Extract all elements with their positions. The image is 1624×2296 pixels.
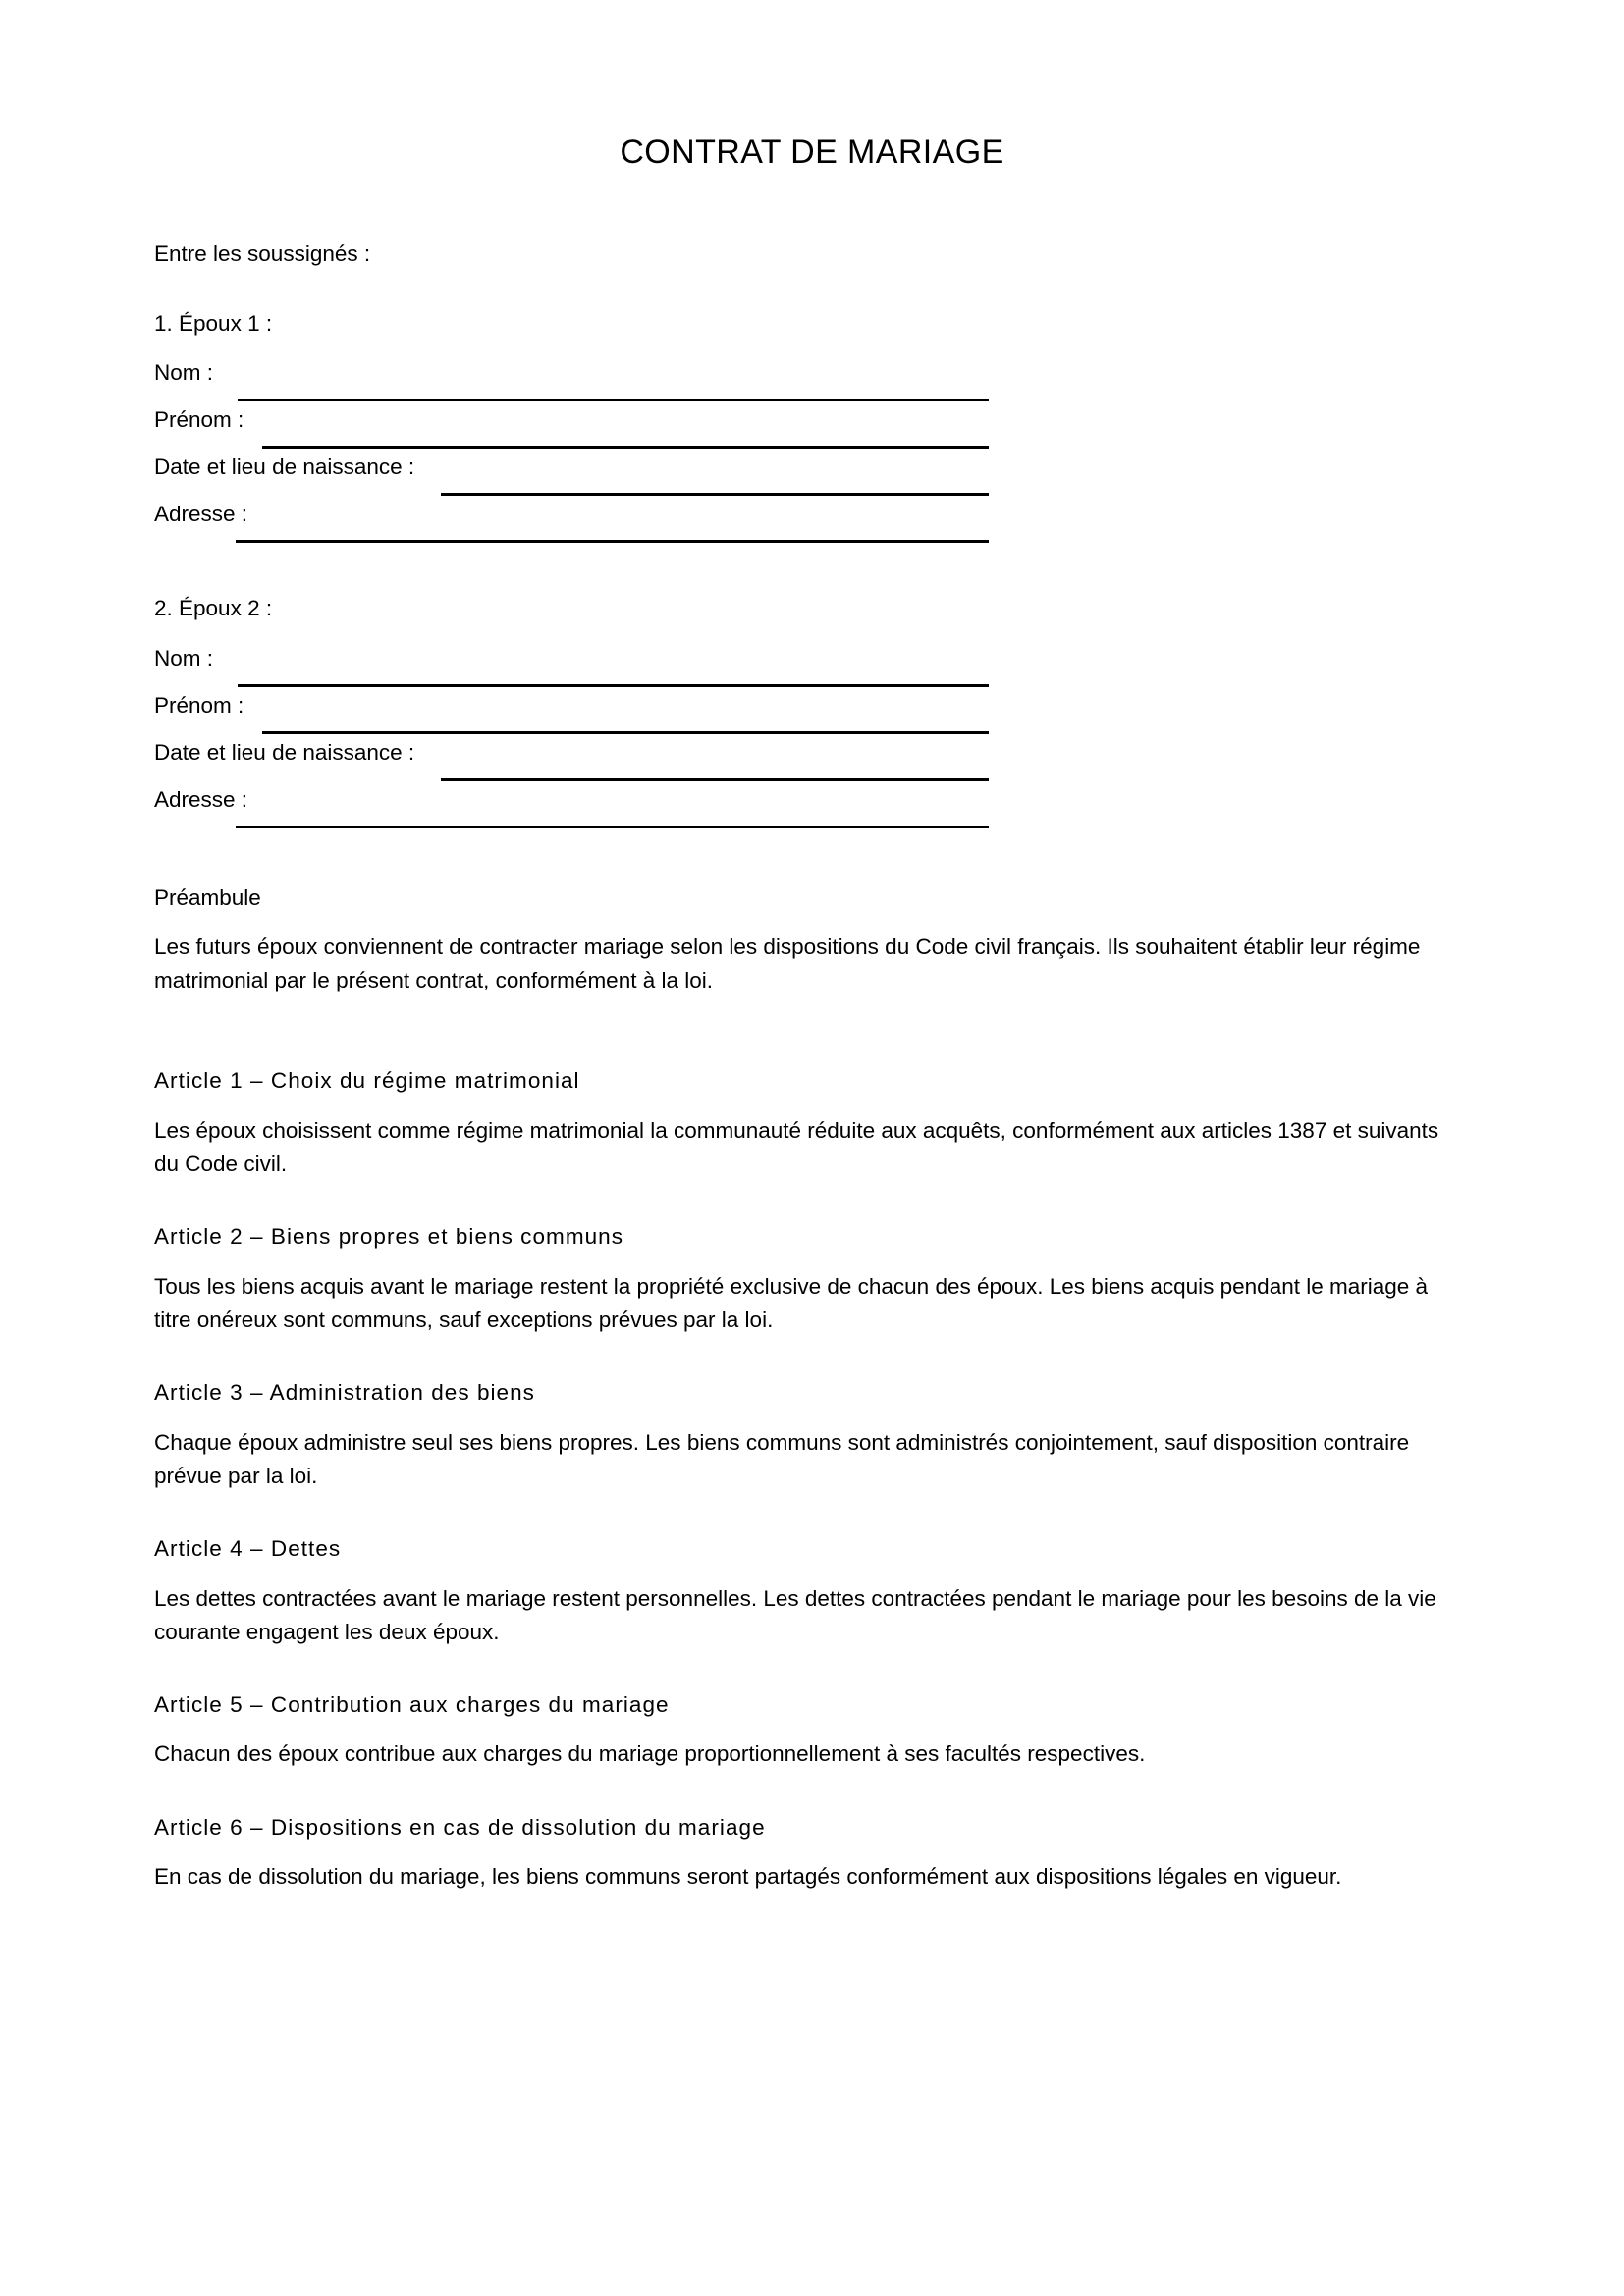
field-row-naissance — [154, 739, 1455, 789]
section-preamble — [154, 884, 1455, 998]
page-title: CONTRAT DE MARIAGE — [620, 133, 1004, 171]
field-row-prenom — [154, 409, 1455, 456]
field-label-adresse: Adresse : — [154, 502, 248, 526]
field-row-nom — [154, 362, 1455, 409]
preamble-body: Les futurs époux conviennent de contracter mariage selon les dispositions du Code civil français. Ils souhaitent établir leur régime matrimonial par le présent contrat, conformément à la loi. — [154, 934, 1421, 993]
preamble-heading: Préambule — [154, 884, 261, 910]
field-label-nom: Nom : — [154, 645, 214, 670]
field-input-prenom[interactable] — [262, 731, 989, 734]
field-input-naissance[interactable] — [441, 778, 989, 781]
field-label-prenom: Prénom : — [154, 692, 244, 718]
article-heading: Article 6 – Dispositions en cas de dissolution du mariage — [154, 1814, 766, 1840]
field-label-adresse: Adresse : — [154, 786, 248, 812]
field-input-prenom[interactable] — [262, 446, 989, 449]
field-label-nom: Nom : — [154, 360, 214, 385]
field-row-naissance — [154, 456, 1455, 504]
field-row-prenom — [154, 692, 1455, 742]
field-input-adresse[interactable] — [236, 540, 989, 543]
section-article-6 — [154, 1814, 1455, 1895]
field-label-naissance: Date et lieu de naissance : — [154, 739, 415, 765]
field-row-nom — [154, 645, 1455, 695]
field-label-prenom: Prénom : — [154, 407, 244, 432]
article-body: Les dettes contractées avant le mariage restent personnelles. Les dettes contractées pendant le mariage pour les besoins de la vie courante engagent les deux époux. — [154, 1585, 1436, 1644]
section-article-4 — [154, 1538, 1455, 1649]
article-heading: Article 1 – Choix du régime matrimonial — [154, 1068, 580, 1094]
party-heading: 1. Époux 1 : — [154, 310, 273, 336]
article-heading: Article 2 – Biens propres et biens communs — [154, 1224, 624, 1250]
section-article-5 — [154, 1691, 1455, 1772]
document-body — [154, 243, 1455, 1894]
section-article-3 — [154, 1382, 1455, 1493]
article-body: Tous les biens acquis avant le mariage restent la propriété exclusive de chacun des époux. Les biens acquis pendant le mariage à titre onéreux sont communs, sauf exceptions prévues par la loi. — [154, 1273, 1429, 1332]
party-heading: 2. Époux 2 : — [154, 596, 273, 620]
article-body: Chaque époux administre seul ses biens propres. Les biens communs sont administrés conjointement, sauf disposition contraire prévue par la loi. — [154, 1429, 1410, 1488]
intro-text: Entre les soussignés : — [154, 241, 371, 266]
field-input-adresse[interactable] — [236, 826, 989, 828]
party-block-2 — [154, 598, 1455, 836]
article-heading: Article 3 – Administration des biens — [154, 1380, 535, 1406]
field-input-naissance[interactable] — [441, 493, 989, 496]
field-input-nom[interactable] — [238, 684, 989, 687]
article-body: Les époux choisissent comme régime matrimonial la communauté réduite aux acquêts, conformément aux articles 1387 et suivants du Code civil. — [154, 1117, 1439, 1177]
field-row-adresse — [154, 504, 1455, 551]
party-block-1 — [154, 310, 1455, 552]
article-heading: Article 4 – Dettes — [154, 1536, 342, 1561]
article-body: En cas de dissolution du mariage, les biens communs seront partagés conformément aux dispositions légales en vigueur. — [154, 1864, 1342, 1890]
field-input-nom[interactable] — [238, 399, 989, 401]
field-row-adresse — [154, 786, 1455, 836]
field-label-naissance: Date et lieu de naissance : — [154, 454, 415, 479]
section-article-1 — [154, 1070, 1455, 1181]
article-heading: Article 5 – Contribution aux charges du mariage — [154, 1691, 670, 1717]
section-article-2 — [154, 1226, 1455, 1337]
article-body: Chacun des époux contribue aux charges du mariage proportionnellement à ses facultés respectives. — [154, 1741, 1146, 1767]
